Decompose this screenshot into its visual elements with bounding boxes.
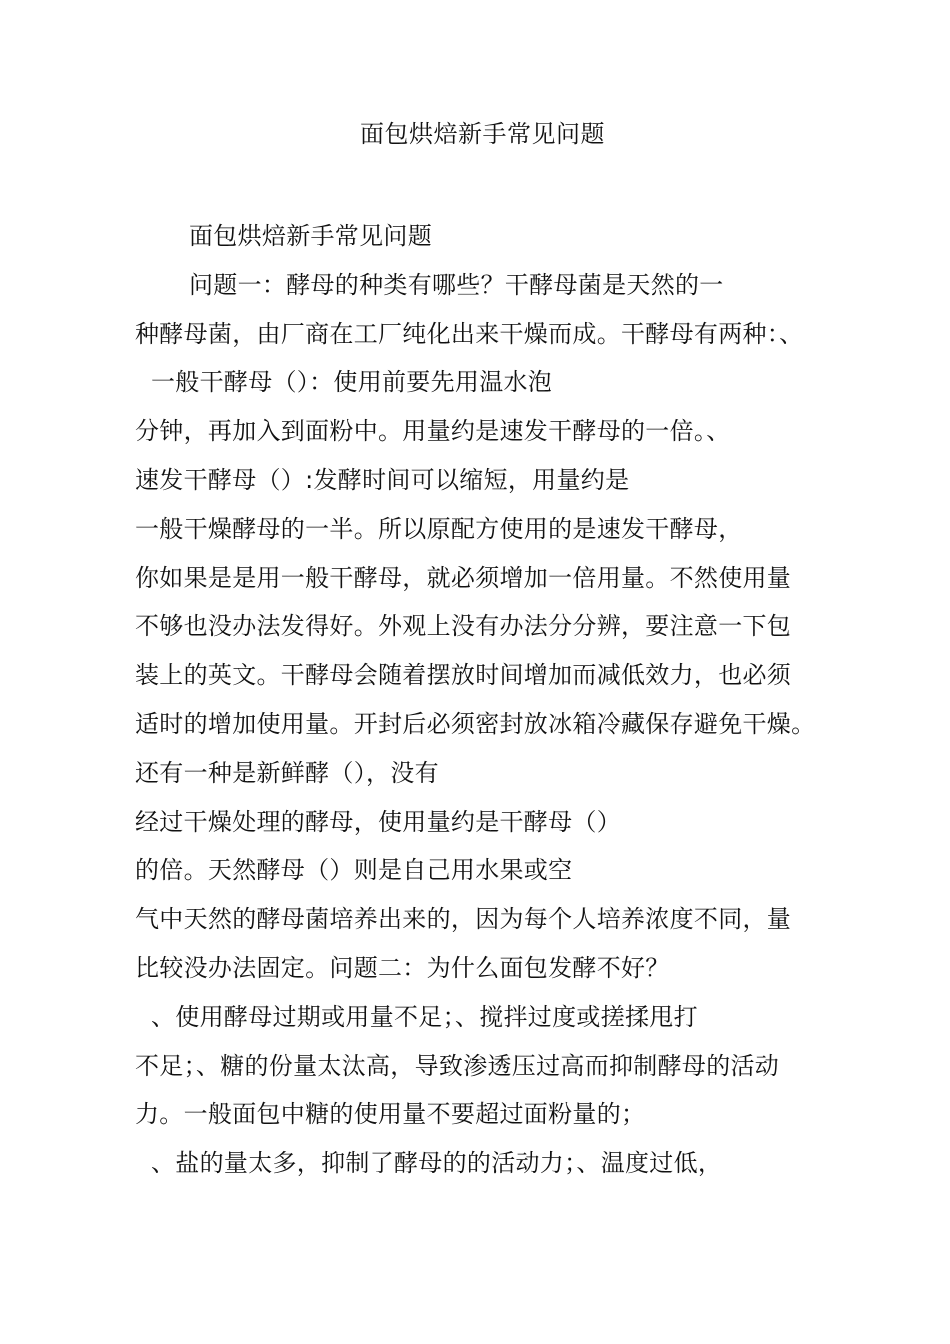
paragraph-line: 你如果是是用一般干酵母，就必须增加一倍用量。不然使用量 xyxy=(135,563,792,592)
paragraph-line: 、盐的量太多，抑制了酵母的的活动力；、温度过低， xyxy=(151,1149,723,1178)
paragraph-line: 不够也没办法发得好。外观上没有办法分分辨，要注意一下包 xyxy=(135,612,792,641)
paragraph-line: 速发干酵母（）:发酵时间可以缩短，用量约是 xyxy=(135,465,630,494)
paragraph-line: 一般干燥酵母的一半。所以原配方使用的是速发干酵母， xyxy=(135,514,743,543)
document-body xyxy=(135,212,855,1188)
paragraph-line: 分钟，再加入到面粉中。用量约是速发干酵母的一倍。、 xyxy=(135,417,731,446)
paragraph-line: 气中天然的酵母菌培养出来的，因为每个人培养浓度不同，量 xyxy=(135,905,792,934)
paragraph-line: 比较没办法固定。问题二：为什么面包发酵不好？ xyxy=(135,953,670,982)
paragraph-line: 不足；、糖的份量太汰高，导致渗透压过高而抑制酵母的活动 xyxy=(135,1051,780,1080)
paragraph-line: 一般干酵母（）：使用前要先用温水泡 xyxy=(151,368,553,397)
paragraph-line: 装上的英文。干酵母会随着摆放时间增加而减低效力，也必须 xyxy=(135,661,792,690)
paragraph-line: 种酵母菌，由厂商在工厂纯化出来干燥而成。干酵母有两种：、 xyxy=(135,319,804,348)
paragraph-line: 经过干燥处理的酵母，使用量约是干酵母（） xyxy=(135,807,621,836)
document-title: 面包烘焙新手常见问题 xyxy=(360,120,605,148)
paragraph-line: 的倍。天然酵母（）则是自己用水果或空 xyxy=(135,856,573,885)
paragraph-line: 还有一种是新鲜酵（），没有 xyxy=(135,758,439,787)
section-heading: 面包烘焙新手常见问题 xyxy=(189,222,432,250)
paragraph-line: 、使用酵母过期或用量不足；、搅拌过度或搓揉甩打 xyxy=(151,1002,698,1031)
paragraph-line: 问题一：酵母的种类有哪些？干酵母菌是天然的一 xyxy=(189,270,724,299)
paragraph-line: 适时的增加使用量。开封后必须密封放冰箱冷藏保存避免干燥。 xyxy=(135,709,816,738)
paragraph-line: 力。一般面包中糖的使用量不要超过面粉量的； xyxy=(135,1100,646,1129)
